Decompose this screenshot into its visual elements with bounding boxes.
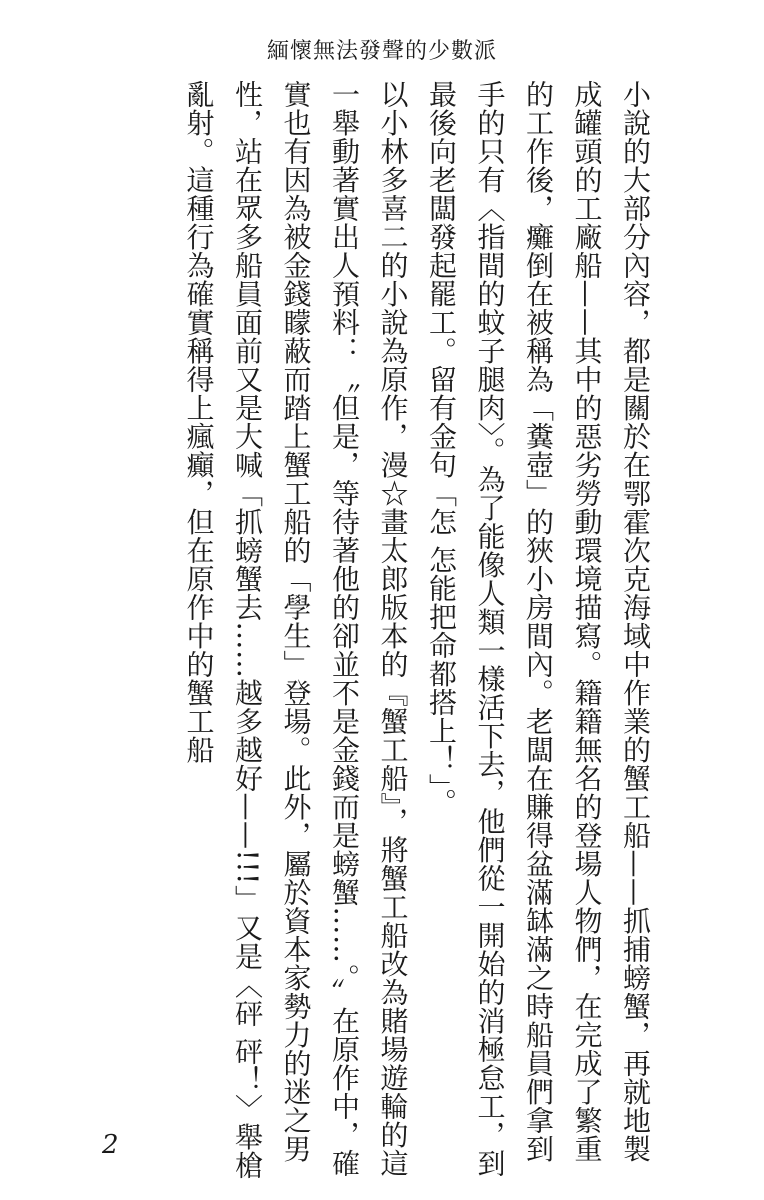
running-title: 緬懷無法發聲的少數派 bbox=[266, 39, 497, 64]
paragraph-1: 小說的大部分內容，都是關於在鄂霍次克海域中作業的蟹工船——抓捕螃蟹，再就地製成罐頭的工廠船——其中的惡劣勞動環境描寫。籍籍無名的登場人物們，在完成了繁重的工作後，癱倒在被稱為「糞壺」的狹小房間內。老闆在賺得盆滿缽滿之時船員們拿到手的只有〈指間的蚊子腿肉〉。為了能像人類一樣活下去，他們從一開始的消極怠工，到最後向老闆發起罷工。留有金句「怎 怎能把命都搭上！」。 bbox=[425, 80, 652, 1178]
body-text bbox=[174, 80, 659, 1190]
page-number: 2 bbox=[102, 1130, 119, 1160]
paragraph-2: 以小林多喜二的小說為原作，漫☆畫太郎版本的『蟹工船』，將蟹工船改為賭場遊輪的這一舉動著實出人預料：〝但是，等待著他的卻並不是金錢而是螃蟹……。〞在原作中，確實也有因為被金錢矇蔽而踏上蟹工船的「學生」登場。此外，屬於資本家勢力的迷之男性，站在眾多船員面前又是大喊「抓螃蟹去……越多越好——!!!」又是〈砰 砰！〉舉槍亂射。這種行為確實稱得上瘋癲，但在原作中的蟹工船 bbox=[182, 80, 410, 1180]
